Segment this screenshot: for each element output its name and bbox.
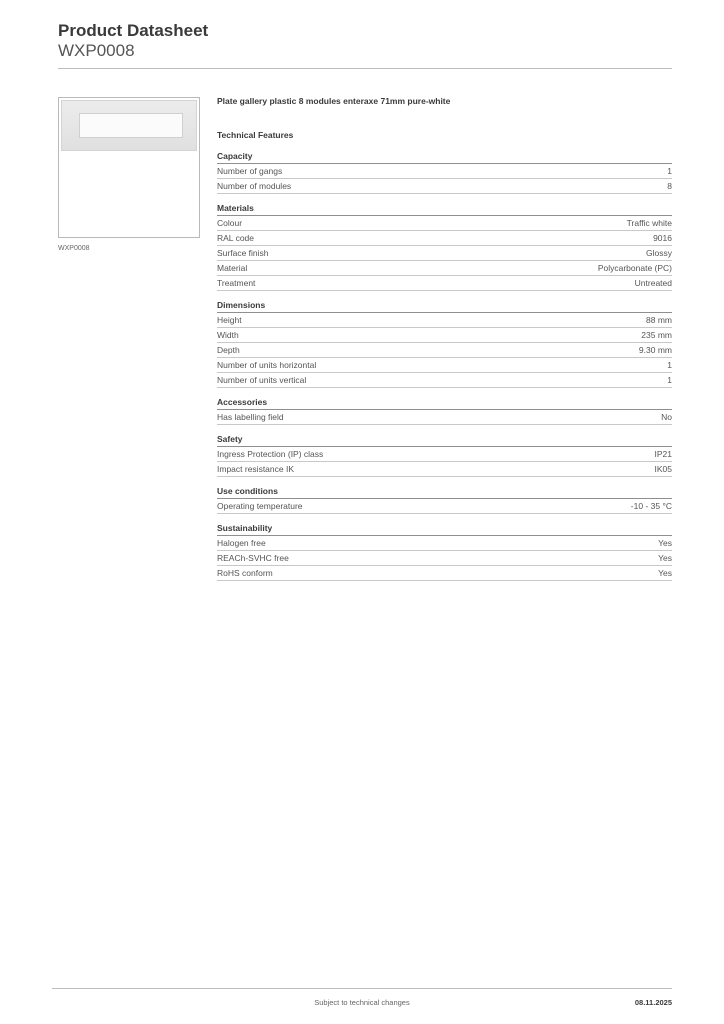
spec-row (217, 313, 672, 328)
spec-row (217, 179, 672, 194)
footer-note: Subject to technical changes (314, 998, 410, 1007)
spec-row (217, 246, 672, 261)
spec-row (217, 164, 672, 179)
section-title: Capacity (217, 150, 672, 164)
spec-label: Number of units horizontal (217, 360, 317, 370)
spec-label: Depth (217, 345, 240, 355)
spec-section (217, 299, 672, 388)
spec-row (217, 551, 672, 566)
spec-section (217, 150, 672, 194)
spec-value: 1 (667, 166, 672, 176)
section-title: Sustainability (217, 522, 672, 536)
plate-opening (79, 113, 183, 138)
spec-section (217, 522, 672, 581)
spec-label: RoHS conform (217, 568, 273, 578)
spec-value: -10 - 35 °C (630, 501, 672, 511)
spec-value: Traffic white (626, 218, 672, 228)
spec-value: Yes (658, 568, 672, 578)
spec-label: Ingress Protection (IP) class (217, 449, 324, 459)
page-header (58, 21, 208, 60)
spec-label: Halogen free (217, 538, 266, 548)
spec-row (217, 358, 672, 373)
footer-divider (52, 988, 672, 989)
spec-label: Number of modules (217, 181, 292, 191)
spec-row (217, 373, 672, 388)
plate-illustration (61, 100, 197, 151)
spec-value: Untreated (634, 278, 672, 288)
spec-label: Height (217, 315, 242, 325)
spec-value: No (661, 412, 672, 422)
section-title: Accessories (217, 396, 672, 410)
spec-sections (217, 150, 672, 581)
spec-section (217, 433, 672, 477)
spec-label: REACh-SVHC free (217, 553, 289, 563)
spec-row (217, 231, 672, 246)
spec-section (217, 396, 672, 425)
spec-label: Material (217, 263, 248, 273)
spec-row (217, 410, 672, 425)
spec-value: Yes (658, 538, 672, 548)
spec-row (217, 462, 672, 477)
page-title: Product Datasheet (58, 21, 209, 40)
section-title: Use conditions (217, 485, 672, 499)
spec-value: 9.30 mm (638, 345, 672, 355)
spec-value: 9016 (653, 233, 672, 243)
spec-label: Treatment (217, 278, 256, 288)
footer-date: 08.11.2025 (634, 998, 672, 1007)
spec-label: Number of gangs (217, 166, 283, 176)
spec-value: 1 (667, 375, 672, 385)
spec-row (217, 566, 672, 581)
spec-label: Has labelling field (217, 412, 284, 422)
spec-label: RAL code (217, 233, 255, 243)
spec-section (217, 202, 672, 291)
spec-value: Polycarbonate (PC) (597, 263, 672, 273)
technical-features-heading: Technical Features (217, 130, 294, 140)
spec-value: IK05 (654, 464, 672, 474)
spec-label: Operating temperature (217, 501, 303, 511)
spec-value: 88 mm (646, 315, 672, 325)
section-title: Dimensions (217, 299, 672, 313)
spec-content (217, 92, 672, 581)
spec-row (217, 499, 672, 514)
product-image (58, 97, 200, 238)
spec-row (217, 276, 672, 291)
section-title: Materials (217, 202, 672, 216)
spec-section (217, 485, 672, 514)
spec-row (217, 536, 672, 551)
header-divider (58, 68, 672, 69)
spec-row (217, 216, 672, 231)
image-caption: WXP0008 (58, 245, 90, 252)
spec-row (217, 261, 672, 276)
spec-row (217, 328, 672, 343)
spec-label: Width (217, 330, 239, 340)
spec-value: IP21 (654, 449, 672, 459)
spec-label: Impact resistance IK (217, 464, 295, 474)
spec-value: Glossy (646, 248, 672, 258)
product-name: Plate gallery plastic 8 modules enteraxe 71mm pure-white (217, 96, 451, 106)
spec-row (217, 343, 672, 358)
spec-label: Colour (217, 218, 243, 228)
spec-value: Yes (658, 553, 672, 563)
spec-value: 8 (667, 181, 672, 191)
spec-label: Number of units vertical (217, 375, 307, 385)
section-title: Safety (217, 433, 672, 447)
spec-value: 1 (667, 360, 672, 370)
product-code: WXP0008 (58, 41, 135, 60)
spec-label: Surface finish (217, 248, 269, 258)
spec-row (217, 447, 672, 462)
spec-value: 235 mm (641, 330, 672, 340)
